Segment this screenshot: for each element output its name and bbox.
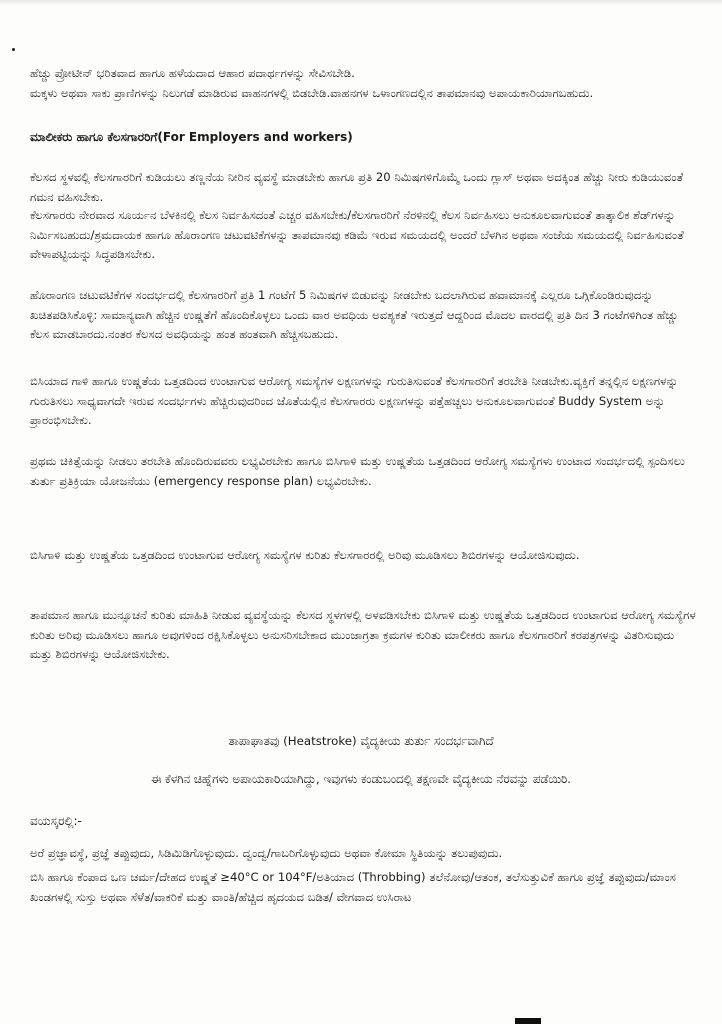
paragraph-symptoms-consciousness: ಅರೆ ಪ್ರಜ್ಞಾವಸ್ಥೆ, ಪ್ರಜ್ಞೆ ತಪ್ಪುವುದು, ಸಿಡಿಮಿಡಿಗೊಳ್ಳುವುದು. ದ್ವಂದ್ವ/ಗಾಬರಿಗೊಳ್ಳುವುದು ಅಥವಾ ಕೋಮಾ ಸ್ಥಿತಿಯನ್ನು ತಲುಪುವುದು. xyxy=(30,846,503,860)
heatstroke-subtitle: ಈ ಕೆಳಗಿನ ಚಿಹ್ನೆಗಳು ಅಪಾಯಕಾರಿಯಾಗಿದ್ದು, ಇವುಗಳು ಕಂಡುಬಂದಲ್ಲಿ ತಕ್ಷಣವೇ ವೈದ್ಯಕೀಯ ನೆರವನ್ನು ಪಡೆಯಿರಿ. xyxy=(150,772,572,786)
adults-label: ವಯಸ್ಕರಲ್ಲಿ:- xyxy=(30,814,82,828)
paragraph-first-aid-plan: ಪ್ರಥಮ ಚಿಕಿತ್ಸೆಯನ್ನು ನೀಡಲು ತರಬೇತಿ ಹೊಂದಿರುವವರು ಲಭ್ಯವಿರಬೇಕು ಹಾಗೂ ಬಿಸಿಗಾಳಿ ಮತ್ತು ಉಷ್ಣತೆಯ ಒತ್ತಡದಿಂದ ಆರೋಗ್ಯ ಸಮಸ್ಯೆಗಳು ಉಂಟಾದ ಸಂದರ್ಭದಲ್ಲಿ ಸ್ಪಂದಿಸಲು ತುರ್ತು ಪ್ರತಿಕ್ರಿಯಾ ಯೋಜನೆಯು (emergency response plan) ಲಭ್ಯವಿರಬೇಕು. xyxy=(30,454,685,488)
paragraph-drinking-water: ಕೆಲಸದ ಸ್ಥಳವಲ್ಲಿ ಕೆಲಸಗಾರರಿಗೆ ಕುಡಿಯಲು ತಣ್ಣನೆಯ ನೀರಿನ ವ್ಯವಸ್ಥೆ ಮಾಡಬೇಕು ಹಾಗೂ ಪ್ರತಿ 20 ನಿಮಿಷಗಳಿಗೊಮ್ಮೆ ಒಂದು ಗ್ಲಾಸ್ ಅಥವಾ ಅದಕ್ಕಿಂತ ಹೆಚ್ಚು ನೀರು ಕುಡಿಯುವಂತೆ ಗಮನ ವಹಿಸಬೇಕು. xyxy=(30,170,684,204)
paragraph-breaks-acclimatization: ಹೊರಾಂಗಣ ಚಟುವಟಿಕೆಗಳ ಸಂದರ್ಭದಲ್ಲಿ ಕೆಲಸಗಾರರಿಗೆ ಪ್ರತಿ 1 ಗಂಟೆಗೆ 5 ನಿಮಿಷಗಳ ಬಿಡುವನ್ನು ನೀಡಬೇಕು ಬದಲಾಗಿರುವ ಹವಾಮಾನಕ್ಕೆ ಎಲ್ಲರೂ ಒಗ್ಗಿಕೊಂಡಿರುವುದನ್ನು ಖಚಿತಪಡಿಸಿಕೊಳ್ಳಿ: ಸಾಮಾನ್ಯವಾಗಿ ಹೆಚ್ಚಿನ ಉಷ್ಣತೆಗೆ ಹೊಂದಿಕೊಳ್ಳಲು ಒಂದು ವಾರ ಅವಧಿಯ ಅವಶ್ಯಕತೆ ಇರುತ್ತದೆ ಆದ್ದರಿಂದ ಮೊದಲ ವಾರದಲ್ಲಿ ಪ್ರತಿ ದಿನ 3 ಗಂಟೆಗಳಿಗಿಂತ ಹೆಚ್ಚು ಕೆಲಸ ಮಾಡಬಾರದು.ನಂತರ ಕೆಲಸದ ಅವಧಿಯನ್ನು ಹಂತ ಹಂತವಾಗಿ ಹೆಚ್ಚಿಸಬಹುದು. xyxy=(30,288,679,342)
heatstroke-title: ತಾಪಾಘಾತವು (Heatstroke) ವೈದ್ಯಕೀಯ ತುರ್ತು ಸಂದರ್ಭವಾಗಿದೆ xyxy=(228,734,494,748)
paragraph-shade-schedule: ಕೆಲಸಗಾರರು ನೇರವಾದ ಸೂರ್ಯನ ಬೆಳಕಿನಲ್ಲಿ ಕೆಲಸ ನಿರ್ವಹಿಸದಂತೆ ಎಚ್ಚರ ವಹಿಸಬೇಕು/ಕೆಲಸಗಾರರಿಗೆ ನೆರಳಿನಲ್ಲಿ ಕೆಲಸ ನಿರ್ವಹಿಸಲು ಅನುಕೂಲವಾಗುವಂತೆ ತಾತ್ಕಾಲಿಕ ಶೆಡ್‌ಗಳನ್ನು ನಿರ್ಮಿಸಬಹುದು/ಶ್ರಮದಾಯಕ ಹಾಗೂ ಹೊರಾಂಗಣ ಚಟುವಟಿಕೆಗಳನ್ನು ತಾಪಮಾನವು ಕಡಿಮೆ ಇರುವ ಸಮಯದಲ್ಲಿ ಅಂದರೆ ಬೆಳಗಿನ ಅಥವಾ ಸಂಜೆಯ ಸಮಯದಲ್ಲಿ ನಿರ್ವಹಿಸುವಂತೆ ವೇಳಾಪಟ್ಟಿಯನ್ನು ಸಿದ್ಧಪಡಿಸಬೇಕು. xyxy=(30,208,684,262)
paragraph-protein-food: ಹೆಚ್ಚು ಪ್ರೋಟೀನ್ ಭರಿತವಾದ ಹಾಗೂ ಹಳೆಯದಾದ ಆಹಾರ ಪದಾರ್ಥಗಳನ್ನು ಸೇವಿಸಬೇಡಿ. xyxy=(30,66,355,80)
paragraph-symptoms-physical: ಬಿಸಿ ಹಾಗೂ ಕೆಂಪಾದ ಒಣ ಚರ್ಮ/ದೇಹದ ಉಷ್ಣತೆ ≥40°C or 104°F/ಅತಿಯಾದ (Throbbing) ತಲೆನೋವು/ಆತಂಕ, ತಲೆಸುತ್ತುವಿಕೆ ಹಾಗೂ ಪ್ರಜ್ಞೆ ತಪ್ಪುವುದು/ಮಾಂಸ ಖಂಡಗಳಲ್ಲಿ ಸುಸ್ತು ಅಥವಾ ಸೆಳೆತ/ವಾಕರಿಕೆ ಮತ್ತು ವಾಂತಿ/ಹೆಚ್ಚಿದ ಹೃದಯದ ಬಡಿತ/ ವೇಗವಾದ ಉಸಿರಾಟ xyxy=(30,870,676,904)
paragraph-training-buddy-system: ಬಿಸಿಯಾದ ಗಾಳಿ ಹಾಗೂ ಉಷ್ಣತೆಯ ಒತ್ತಡದಿಂದ ಉಂಟಾಗುವ ಆರೋಗ್ಯ ಸಮಸ್ಯೆಗಳ ಲಕ್ಷಣಗಳನ್ನು ಗುರುತಿಸುವಂತೆ ಕೆಲಸಗಾರರಿಗೆ ತರಬೇತಿ ನೀಡಬೇಕು.ವ್ಯಕ್ತಿಗೆ ತನ್ನಲ್ಲಿನ ಲಕ್ಷಣಗಳನ್ನು ಗುರುತಿಸಲು ಸಾಧ್ಯವಾಗದೇ ಇರುವ ಸಂದರ್ಭಗಳು ಹೆಚ್ಚಿರುವುದರಿಂದ ಜೊತೆಯಲ್ಲಿನ ಕೆಲಸಗಾರರು ಲಕ್ಷಣಗಳನ್ನು ಪತ್ತೆಹಚ್ಚಲು ಅನುಕೂಲವಾಗುವಂತೆ Buddy System ಅನ್ನು ಪ್ರಾರಂಭಿಸಬೇಕು. xyxy=(30,374,679,428)
bullet-dot xyxy=(12,48,15,51)
paragraph-forecast-pamphlets: ತಾಪಮಾನ ಹಾಗೂ ಮುನ್ಸೂಚನೆ ಕುರಿತು ಮಾಹಿತಿ ನೀಡುವ ವ್ಯವಸ್ಥೆಯನ್ನು ಕೆಲಸದ ಸ್ಥಳಗಳಲ್ಲಿ ಅಳವಡಿಸಬೇಕು ಬಿಸಿಗಾಳಿ ಮತ್ತು ಉಷ್ಣತೆಯ ಒತ್ತಡದಿಂದ ಉಂಟಾಗುವ ಆರೋಗ್ಯ ಸಮಸ್ಯೆಗಳ ಕುರಿತು ಅರಿವು ಮೂಡಿಸಲು ಹಾಗೂ ಅವುಗಳಿಂದ ರಕ್ಷಿಸಿಕೊಳ್ಳಲು ಅನುಸರಿಸಬೇಕಾದ ಮುಂಜಾಗ್ರತಾ ಕ್ರಮಗಳ ಕುರಿತು ಮಾಲೀಕರು ಹಾಗೂ ಕೆಲಸಗಾರರಿಗೆ ಕರಪತ್ರಗಳನ್ನು ವಿತರಿಸುವುದು ಮತ್ತು ಶಿಬಿರಗಳನ್ನು ಆಯೋಜಿಸಬೇಕು. xyxy=(30,608,696,662)
section-heading-employers: ಮಾಲೀಕರು ಹಾಗೂ ಕೆಲಸಗಾರರಿಗೆ(For Employers and workers) xyxy=(30,130,353,144)
paragraph-children-vehicles: ಮಕ್ಕಳು ಅಥವಾ ಸಾಕು ಪ್ರಾಣಿಗಳನ್ನು ನಿಲುಗಡೆ ಮಾಡಿರುವ ವಾಹನಗಳಲ್ಲಿ ಬಿಡಬೇಡಿ.ವಾಹನಗಳ ಒಳಾಂಗಣದಲ್ಲಿನ ತಾಪಮಾನವು ಅಪಾಯಕಾರಿಯಾಗಬಹುದು. xyxy=(30,86,594,100)
scan-edge xyxy=(0,0,722,6)
page-edge-mark xyxy=(515,1018,541,1024)
paragraph-awareness-camps: ಬಿಸಿಗಾಳಿ ಮತ್ತು ಉಷ್ಣತೆಯ ಒತ್ತಡದಿಂದ ಉಂಟಾಗುವ ಆರೋಗ್ಯ ಸಮಸ್ಯೆಗಳ ಕುರಿತು ಕೆಲಸಗಾರರಲ್ಲಿ ಅರಿವು ಮೂಡಿಸಲು ಶಿಬಿರಗಳನ್ನು ಆಯೋಜಿಸುವುದು. xyxy=(30,548,580,562)
